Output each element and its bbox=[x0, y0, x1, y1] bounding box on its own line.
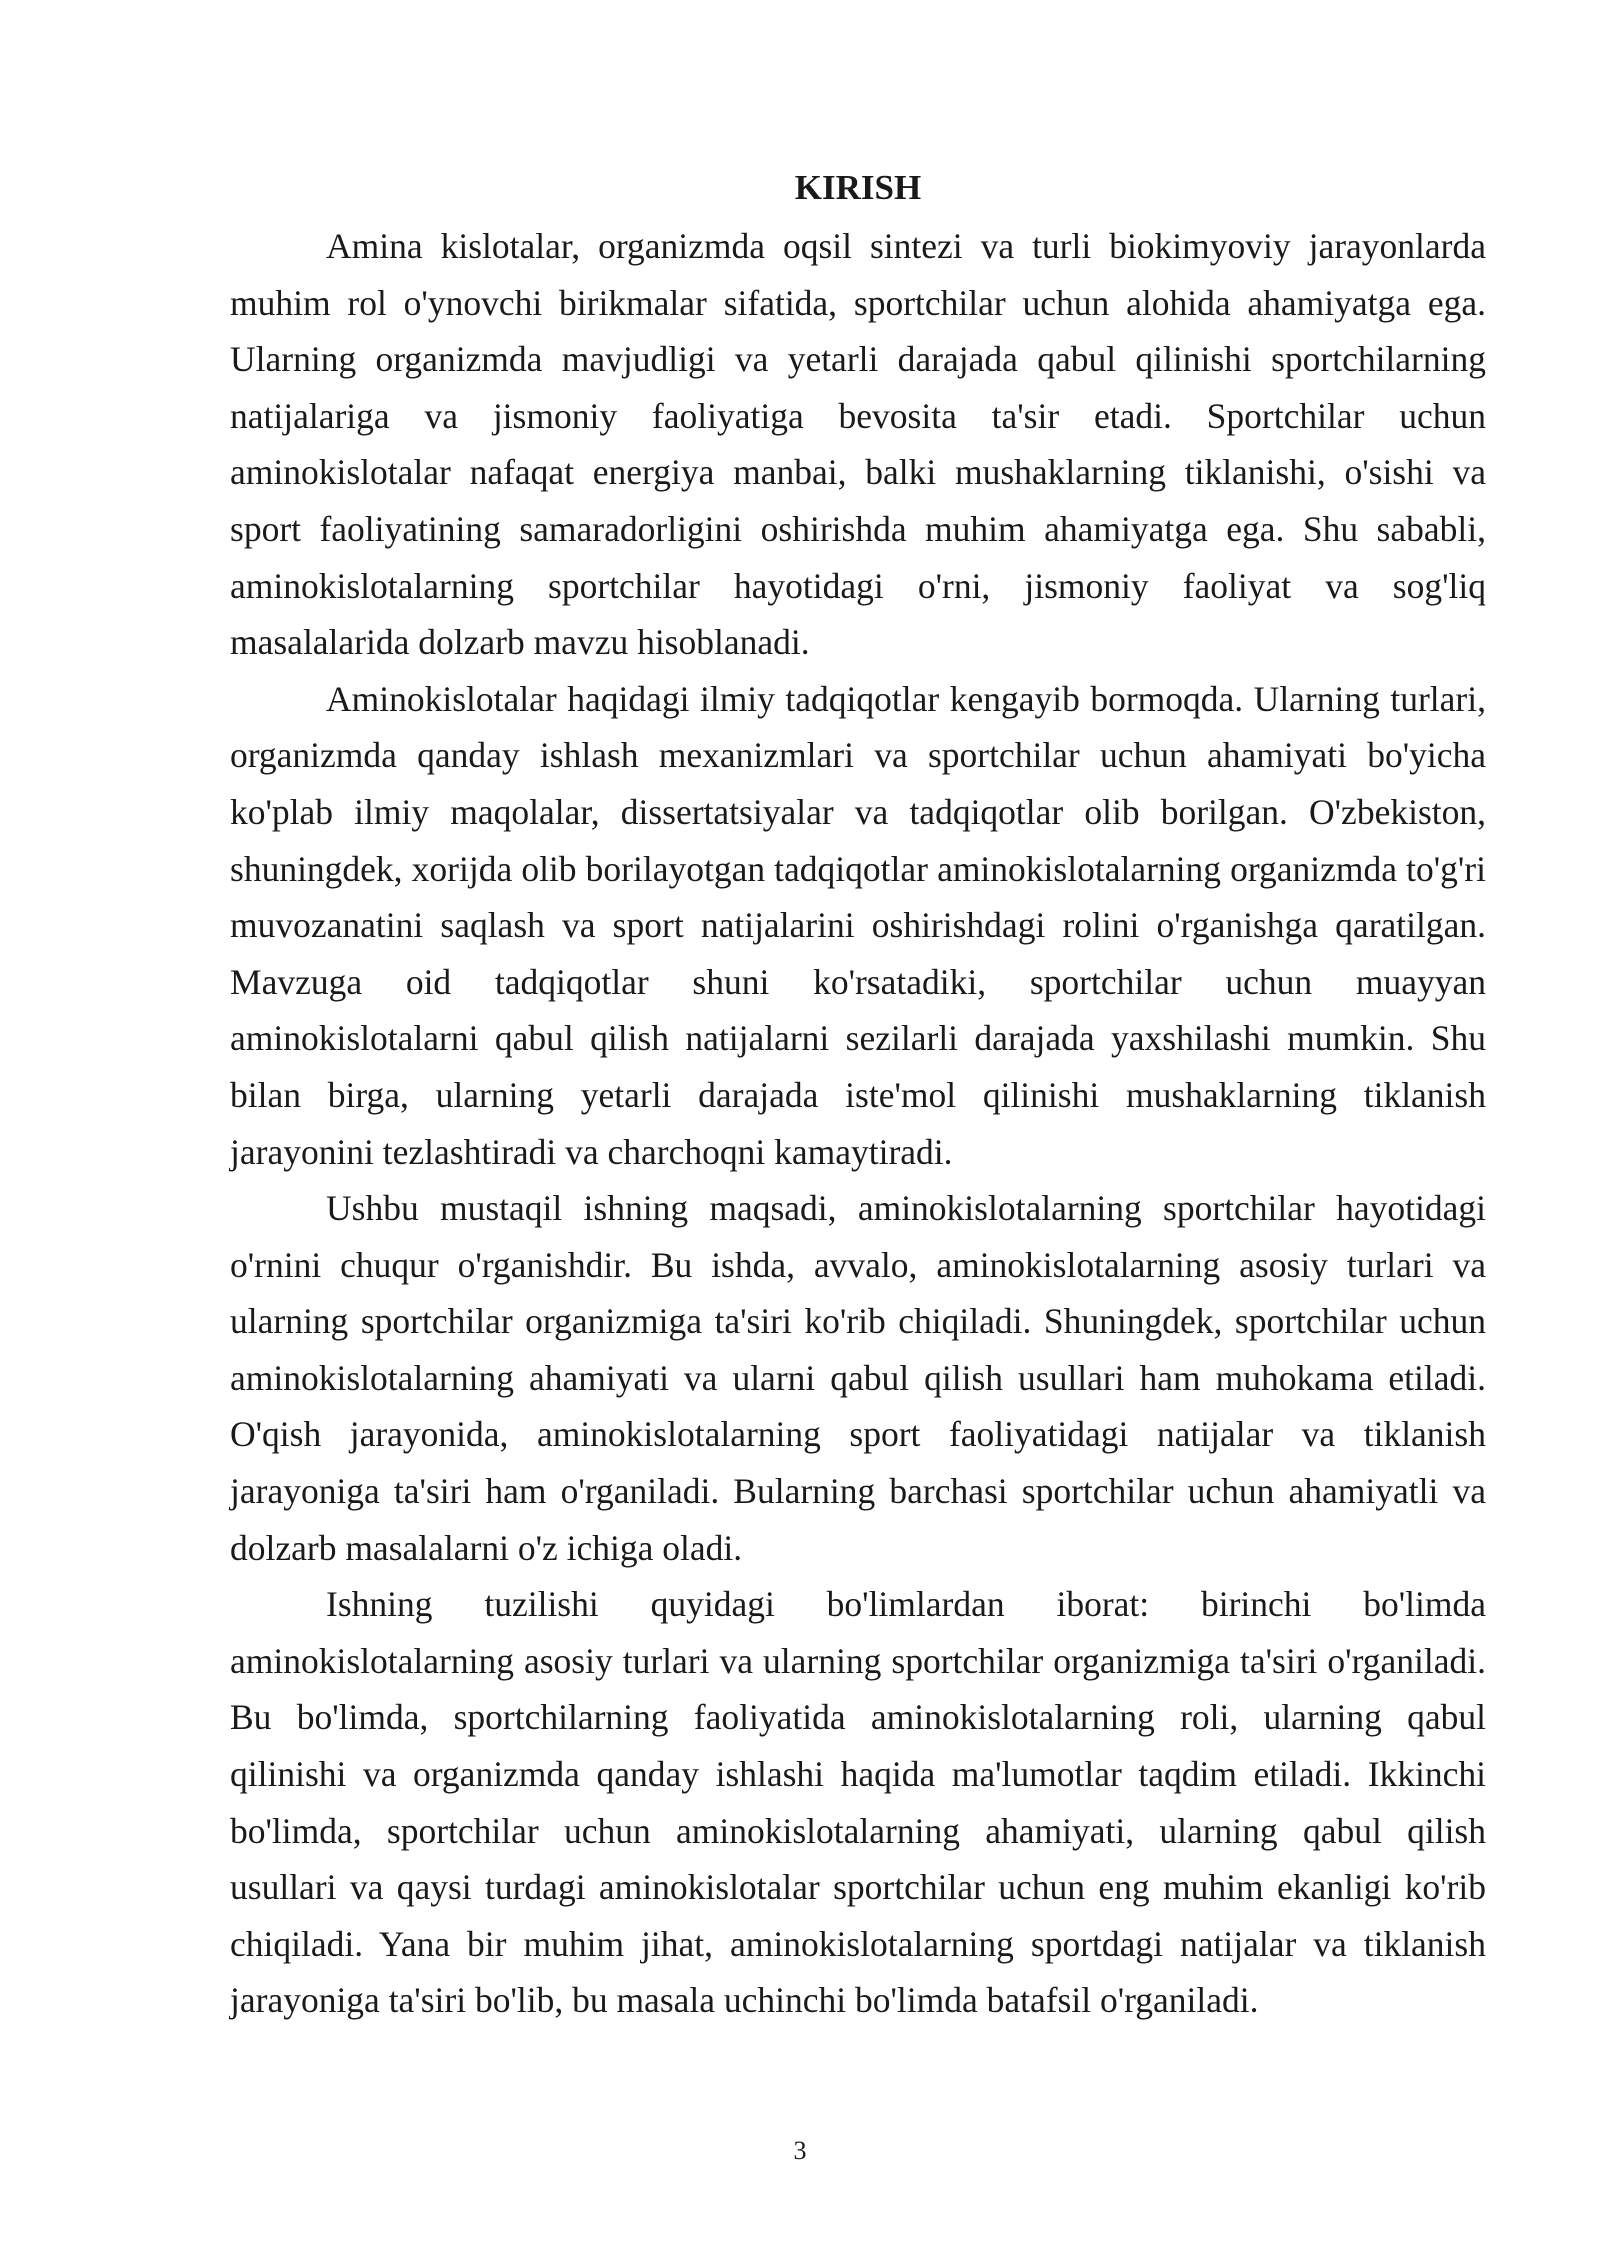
page-number: 3 bbox=[793, 2136, 807, 2165]
page-content bbox=[230, 160, 1486, 2029]
paragraph-1: Amina kislotalar, organizmda oqsil sintezi va turli biokimyoviy jarayonlarda muhim rol o'ynovchi birikmalar sifatida, sportchilar uchun alohida ahamiyatga ega. Ularning organizmda mavjudligi va yetarli darajada qabul qilinishi sportchilarning natijalariga va jismoniy faoliyatiga bevosita ta'sir etadi. Sportchilar uchun aminokislotalar nafaqat energiya manbai, balki mushaklarning tiklanishi, o'sishi va sport faoliyatining samaradorligini oshirishda muhim ahamiyatga ega. Shu sababli, aminokislotalarning sportchilar hayotidagi o'rni, jismoniy faoliyat va sog'liq masalalarida dolzarb mavzu hisoblanadi. bbox=[230, 226, 1486, 663]
paragraph-3: Ushbu mustaqil ishning maqsadi, aminokislotalarning sportchilar hayotidagi o'rnini chuqur o'rganishdir. Bu ishda, avvalo, aminokislotalarning asosiy turlari va ularning sportchilar organizmiga ta'siri ko'rib chiqiladi. Shuningdek, sportchilar uchun aminokislotalarning ahamiyati va ularni qabul qilish usullari ham muhokama etiladi. O'qish jarayonida, aminokislotalarning sport faoliyatidagi natijalar va tiklanish jarayoniga ta'siri ham o'rganiladi. Bularning barchasi sportchilar uchun ahamiyatli va dolzarb masalalarni o'z ichiga oladi. bbox=[230, 1188, 1486, 1568]
page-title: KIRISH bbox=[794, 168, 922, 207]
paragraph-4: Ishning tuzilishi quyidagi bo'limlardan iborat: birinchi bo'limda aminokislotalarning asosiy turlari va ularning sportchilar organizmiga ta'siri o'rganiladi. Bu bo'limda, sportchilarning faoliyatida aminokislotalarning roli, ularning qabul qilinishi va organizmda qanday ishlashi haqida ma'lumotlar taqdim etiladi. Ikkinchi bo'limda, sportchilar uchun aminokislotalarning ahamiyati, ularning qabul qilish usullari va qaysi turdagi aminokislotalar sportchilar uchun eng muhim ekanligi ko'rib chiqiladi. Yana bir muhim jihat, aminokislotalarning sportdagi natijalar va tiklanish jarayoniga ta'siri bo'lib, bu masala uchinchi bo'limda batafsil o'rganiladi. bbox=[230, 1584, 1486, 2021]
paragraph-2: Aminokislotalar haqidagi ilmiy tadqiqotlar kengayib bormoqda. Ularning turlari, organizmda qanday ishlash mexanizmlari va sportchilar uchun ahamiyati bo'yicha ko'plab ilmiy maqolalar, dissertatsiyalar va tadqiqotlar olib borilgan. O'zbekiston, shuningdek, xorijda olib borilayotgan tadqiqotlar aminokislotalarning organizmda to'g'ri muvozanatini saqlash va sport natijalarini oshirishdagi rolini o'rganishga qaratilgan. Mavzuga oid tadqiqotlar shuni ko'rsatadiki, sportchilar uchun muayyan aminokislotalarni qabul qilish natijalarni sezilarli darajada yaxshilashi mumkin. Shu bilan birga, ularning yetarli darajada iste'mol qilinishi mushaklarning tiklanish jarayonini tezlashtiradi va charchoqni kamaytiradi. bbox=[230, 678, 1486, 1172]
